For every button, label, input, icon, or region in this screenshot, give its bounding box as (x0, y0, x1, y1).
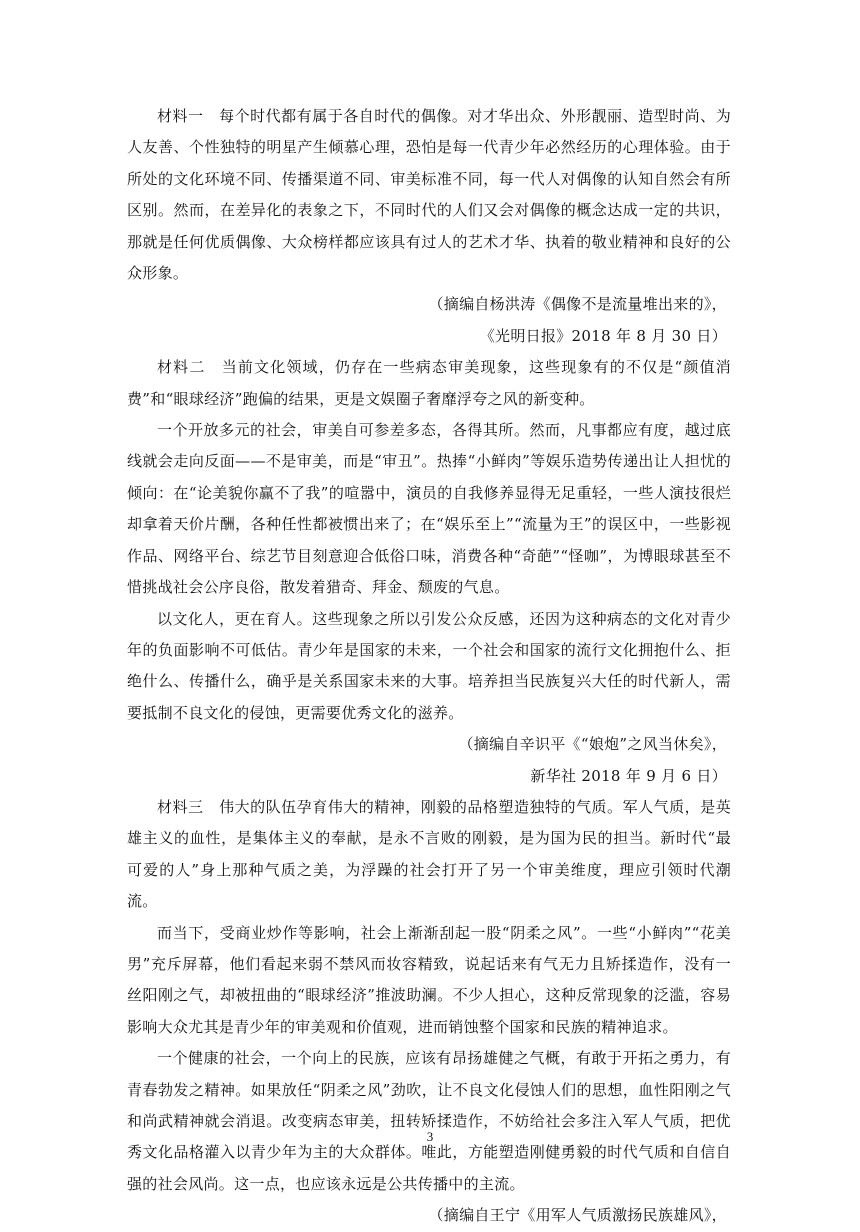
body-paragraph: 而当下，受商业炒作等影响，社会上渐渐刮起一股“阴柔之风”。一些“小鲜肉”“花美男”充斥屏幕，他们看起来弱不禁风而妆容精致，说起话来有气无力且矫揉造作，没有一丝阳刚之气，却被扭曲的“眼球经济”推波助澜。不少人担心，这种反常现象的泛滥，容易影响大众尤其是青少年的审美观和价值观，进而销蚀整个国家和民族的精神追求。 (127, 923, 731, 1036)
page-number: 3 (426, 1129, 434, 1144)
source-citation-line: 新华社 2018 年 9 月 6 日） (530, 766, 727, 785)
material-one-paragraph: 材料一 每个时代都有属于各自时代的偶像。对才华出众、外形靓丽、造型时尚、为人友善、个性独特的明星产生倾慕心理，恐怕是每一代青少年必然经历的心理体验。由于所处的文化环境不同、传播渠道不同、审美标准不同，每一代人对偶像的认知自然会有所区别。然而，在差异化的表象之下，不同时代的人们又会对偶像的概念达成一定的共识，那就是任何优质偶像、大众榜样都应该具有过人的艺术才华、执着的敬业精神和良好的公众形象。 (127, 107, 731, 283)
body-paragraph: 一个开放多元的社会，审美自可参差多态，各得其所。然而，凡事都应有度，越过底线就会走向反面——不是审美，而是“审丑”。热捧“小鲜肉”等娱乐造势传递出让人担忧的倾向：在“论美貌你赢不了我”的喧嚣中，演员的自我修养显得无足重轻，一些人演技很烂却拿着天价片酬，各种任性都被惯出来了；在“娱乐至上”“流量为王”的误区中，一些影视作品、网络平台、综艺节目刻意迎合低俗口味，消费各种“奇葩”“怪咖”，为博眼球甚至不惜挑战社会公序良俗，散发着猎奇、拜金、颓废的气息。 (127, 421, 731, 597)
article-body (127, 101, 731, 1232)
body-paragraph: 以文化人，更在育人。这些现象之所以引发公众反感，还因为这种病态的文化对青少年的负面影响不可低估。青少年是国家的未来，一个社会和国家的流行文化拥抱什么、拒绝什么、传播什么，确乎是关系国家未来的大事。培养担当民族复兴大任的时代新人，需要抵制不良文化的侵蚀，更需要优秀文化的滋养。 (127, 609, 731, 722)
material-three-paragraph: 材料三 伟大的队伍孕育伟大的精神，刚毅的品格塑造独特的气质。军人气质，是英雄主义的血性，是集体主义的奉献，是永不言败的刚毅，是为国为民的担当。新时代“最可爱的人”身上那种气质之美，为浮躁的社会打开了另一个审美维度，理应引领时代潮流。 (127, 797, 731, 911)
source-citation-line: （摘编自王宁《用军人气质激扬民族雄风》， (428, 1206, 727, 1225)
body-paragraph: 一个健康的社会，一个向上的民族，应该有昂扬雄健之气概，有敢于开拓之勇力，有青春勃发之精神。如果放任“阴柔之风”劲吹，让不良文化侵蚀人们的思想，血性阳刚之气和尚武精神就会消退。改变病态审美，扭转矫揉造作，不妨给社会多注入军人气质，把优秀文化品格灌入以青少年为主的大众群体。唯此，方能塑造刚健勇毅的时代气质和自信自强的社会风尚。这一点，也应该永远是公共传播中的主流。 (127, 1049, 731, 1193)
material-two-paragraph: 材料二 当前文化领域，仍存在一些病态审美现象，这些现象有的不仅是“颜值消费”和“眼球经济”跑偏的结果，更是文娱圈子奢靡浮夸之风的新变种。 (127, 358, 731, 408)
source-citation-line: （摘编自杨洪涛《偶像不是流量堆出来的》， (428, 295, 727, 314)
source-citation-line: 《光明日报》2018 年 8 月 30 日） (479, 326, 727, 345)
source-citation-line: （摘编自辛识平《“娘炮”之风当休矣》， (458, 735, 727, 754)
